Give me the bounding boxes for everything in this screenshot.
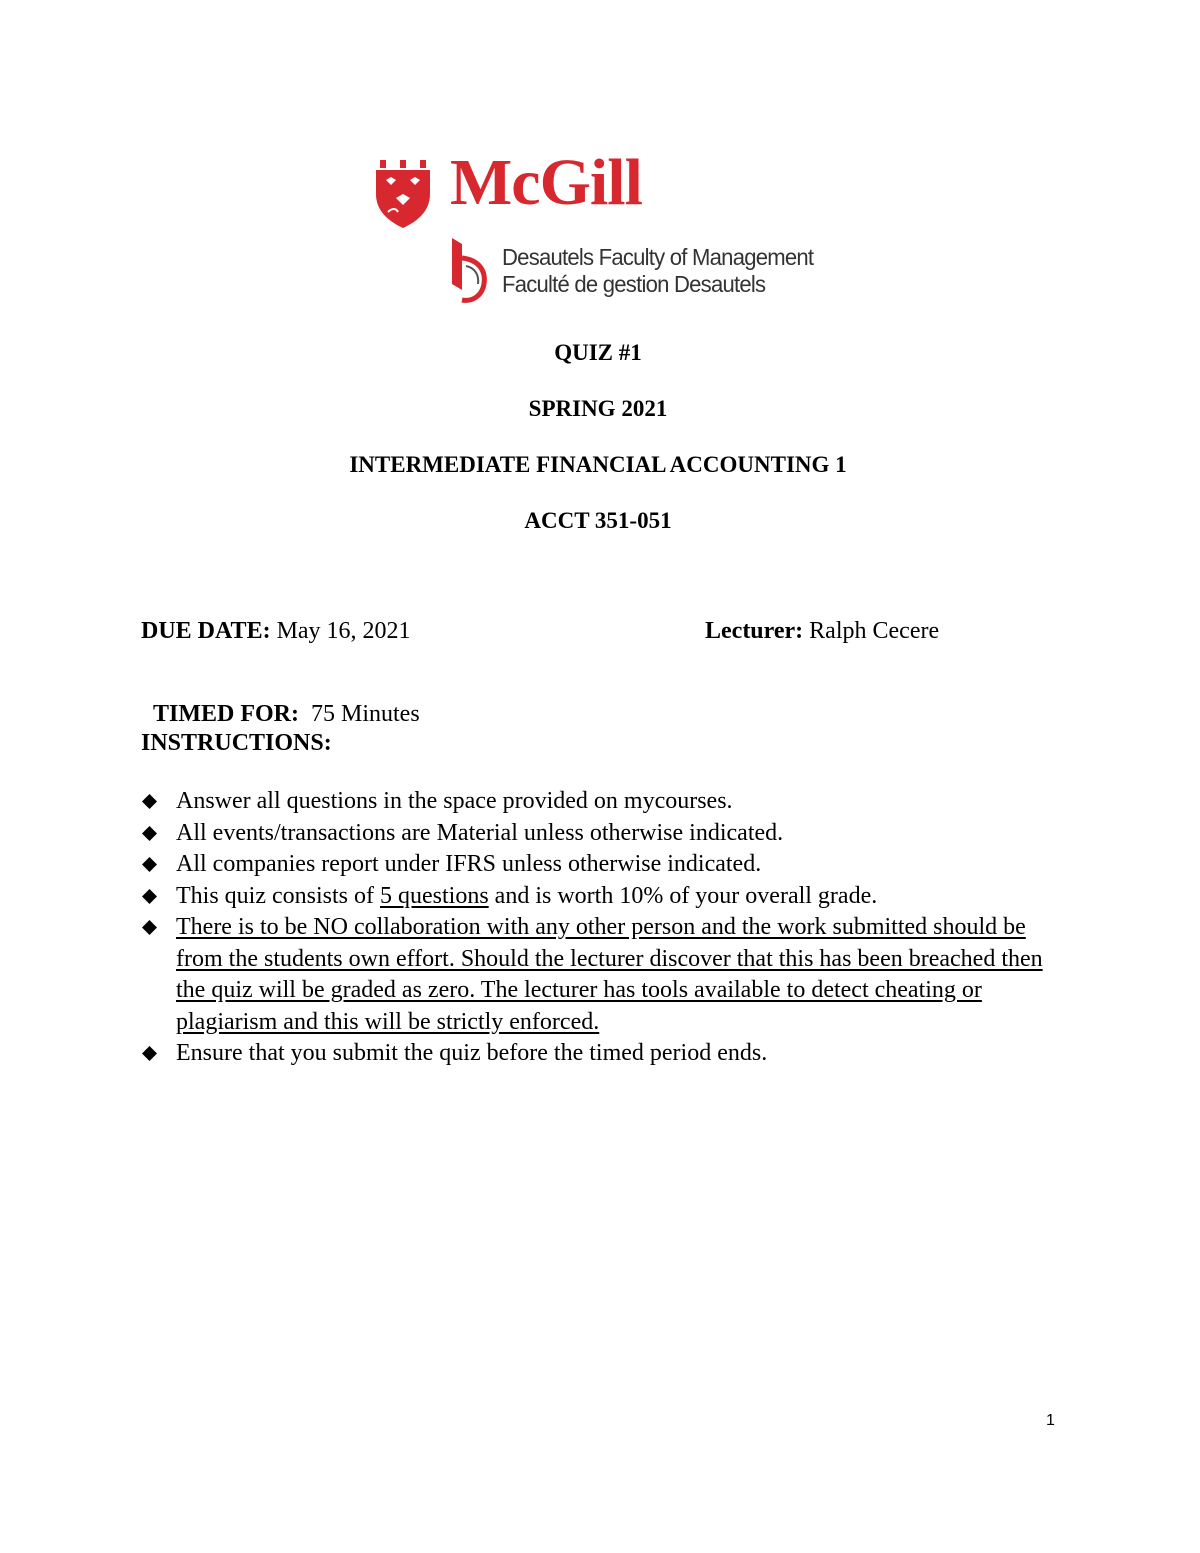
question-count: 5 questions [380, 882, 489, 909]
lecturer-value: Ralph Cecere [803, 618, 940, 644]
faculty-name [502, 244, 813, 298]
due-date-value: May 16, 2021 [270, 618, 411, 644]
page-number: 1 [1046, 1412, 1055, 1429]
diamond-bullet-icon [142, 794, 157, 809]
mcgill-crest-icon [374, 156, 432, 230]
timed-for-value: 75 Minutes [299, 701, 420, 727]
instructions-label: INSTRUCTIONS: [141, 730, 332, 756]
mcgill-logo [374, 146, 674, 232]
list-item [140, 786, 1060, 818]
instruction-text: Ensure that you submit the quiz before the timed period ends. [176, 1040, 768, 1066]
timed-for-label: TIMED FOR: [153, 701, 299, 727]
list-item [140, 912, 1060, 1038]
list-item [140, 881, 1060, 913]
list-item [140, 849, 1060, 881]
instruction-text: Answer all questions in the space provided on mycourses. [176, 788, 733, 814]
list-item [140, 818, 1060, 850]
diamond-bullet-icon [142, 889, 157, 904]
faculty-name-en: Desautels Faculty of Management [502, 244, 814, 270]
lecturer [705, 618, 939, 645]
instruction-text: All companies report under IFRS unless otherwise indicated. [176, 851, 762, 877]
timed-for [141, 674, 420, 728]
faculty-name-fr: Faculté de gestion Desautels [502, 271, 766, 297]
instruction-text-pre: This quiz consists of [176, 882, 380, 909]
quiz-title: QUIZ #1 [554, 340, 642, 365]
diamond-bullet-icon [142, 920, 157, 935]
desautels-logo [446, 234, 836, 308]
diamond-bullet-icon [142, 857, 157, 872]
due-date-label: DUE DATE: [141, 618, 271, 644]
diamond-bullet-icon [142, 826, 157, 841]
lecturer-label: Lecturer: [705, 618, 804, 644]
list-item [140, 1038, 1060, 1070]
diamond-bullet-icon [142, 1046, 157, 1061]
mcgill-wordmark: McGill [450, 146, 642, 219]
instructions-heading [141, 730, 332, 757]
due-date [141, 618, 411, 645]
integrity-notice: There is to be NO collaboration with any other person and the work submitted should be from the students own effort. Should the lecturer discover that this has been breached then the quiz will be graded as zero. The lecturer has tools available to detect cheating or plagiarism and this will be strictly enforced. [176, 914, 1043, 1035]
course-code: ACCT 351-051 [524, 508, 672, 533]
course-name: INTERMEDIATE FINANCIAL ACCOUNTING 1 [349, 452, 847, 477]
desautels-emblem-icon [446, 234, 490, 306]
instruction-text: All events/transactions are Material unless otherwise indicated. [176, 819, 784, 846]
instructions-list [140, 786, 1060, 1070]
instruction-text-post: and is worth 10% of your overall grade. [488, 882, 878, 909]
term-title: SPRING 2021 [528, 396, 668, 421]
